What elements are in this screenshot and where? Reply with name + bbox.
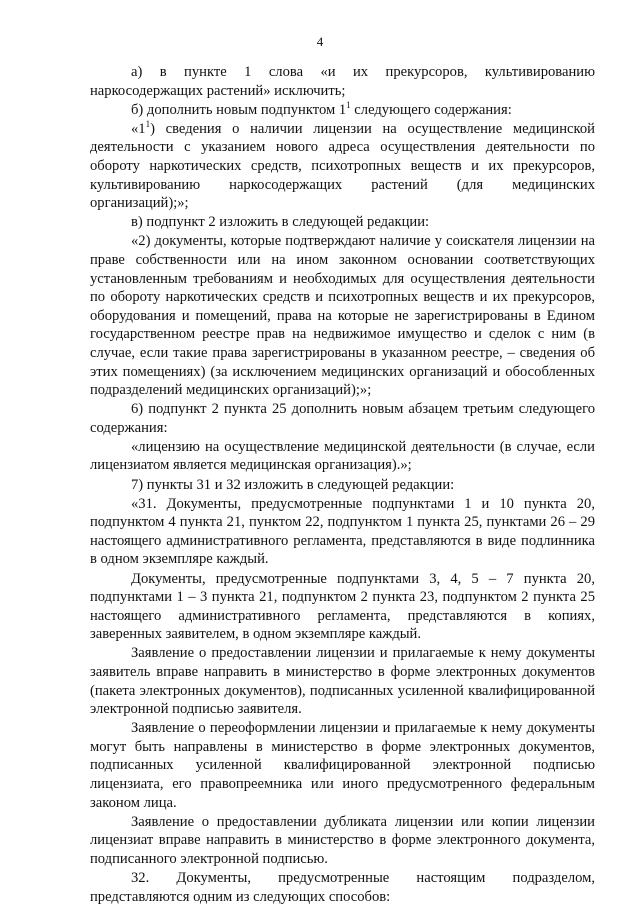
paragraph — [90, 869, 595, 906]
paragraph — [90, 495, 595, 569]
text-run: «1 — [131, 120, 146, 137]
text-run: 7) пункты 31 и 32 изложить в следующей редакции: — [131, 476, 455, 493]
paragraph — [90, 213, 595, 232]
text-run: ) сведения о наличии лицензии на осуществление медицинской деятельности с указанием нового адреса осуществления деятельности по обороту наркотических средств, психотропных веществ и их прекурсоров, культивированию наркосодержащих растений (для медицинских организаций);»; — [90, 120, 595, 212]
paragraph — [90, 101, 595, 120]
superscript: 1 — [346, 99, 351, 110]
paragraph — [90, 813, 595, 869]
text-run: Заявление о переоформлении лицензии и прилагаемые к нему документы могут быть направлены в министерство в форме электронных документов, подписанных усиленной квалифицированной электронной подписью лицензиата, его правопреемника или иного предусмотренного федеральным законом лица. — [90, 720, 595, 811]
text-run: 6) подпункт 2 пункта 25 дополнить новым абзацем третьим следующего содержания: — [90, 401, 595, 436]
paragraph — [90, 644, 595, 718]
superscript: 1 — [145, 118, 151, 129]
text-run: в) подпункт 2 изложить в следующей редакции: — [131, 214, 430, 231]
text-run: «лицензию на осуществление медицинской деятельности (в случае, если лицензиатом является медицинская организация).»; — [90, 438, 595, 474]
text-run: «2) документы, которые подтверждают наличие у соискателя лицензии на праве собственности или на ином законном основании соответствующих установленным требованиям и необходимых для осуществления деятельности по обороту наркотических средств и психотропных веществ и их прекурсоров, оборудования и помещений, права на которые не зарегистрированы в Едином государственном реестре прав на недвижимое имущество и сделок с ним (в случае, если такие права зарегистрированы в указанном реестре, – сведения об этих помещениях) (за исключением медицинских организаций и обособленных подразделений медицинских организаций);»; — [90, 233, 595, 399]
text-run: 32. Документы, предусмотренные настоящим подразделом, представляются одним из следующих способов: — [90, 870, 595, 905]
text-run: следующего содержания: — [350, 101, 512, 118]
text-run: а) в пункте 1 слова «и их прекурсоров, культивированию наркосодержащих растений» исключить; — [90, 64, 595, 99]
text-run: Заявление о предоставлении дубликата лицензии или копии лицензии лицензиат вправе направить в министерство в форме электронного документа, подписанного электронной подписью. — [90, 813, 595, 867]
paragraph — [90, 438, 595, 475]
text-run: Документы, предусмотренные подпунктами 3, 4, 5 – 7 пункта 20, подпунктами 1 – 3 пункта 21, подпунктом 2 пункта 23, подпунктом 2 пункта 25 настоящего административного регламента, представляются в копиях, заверенных заявителем, в одном экземпляре каждый. — [90, 570, 595, 643]
paragraph — [90, 120, 595, 213]
paragraph — [90, 232, 595, 399]
text-run: б) дополнить новым подпунктом 1 — [131, 101, 347, 118]
text-run: «31. Документы, предусмотренные подпунктами 1 и 10 пункта 20, подпунктом 4 пункта 21, пунктом 22, подпунктом 1 пункта 25, пунктами 26 – 29 настоящего административного регламента, представляются в виде подлинника в одном экземпляре каждый. — [90, 495, 595, 568]
paragraph — [90, 719, 595, 812]
paragraph — [90, 63, 595, 100]
text-run: Заявление о предоставлении лицензии и прилагаемые к нему документы заявитель вправе направить в министерство в форме электронных документов (пакета электронных документов), подписанных усиленной квалифицированной электронной подписью заявителя. — [90, 645, 595, 718]
paragraph — [90, 476, 595, 495]
page-number: 4 — [316, 34, 324, 49]
paragraph — [90, 400, 595, 437]
document-body — [90, 63, 595, 907]
paragraph — [90, 570, 595, 644]
